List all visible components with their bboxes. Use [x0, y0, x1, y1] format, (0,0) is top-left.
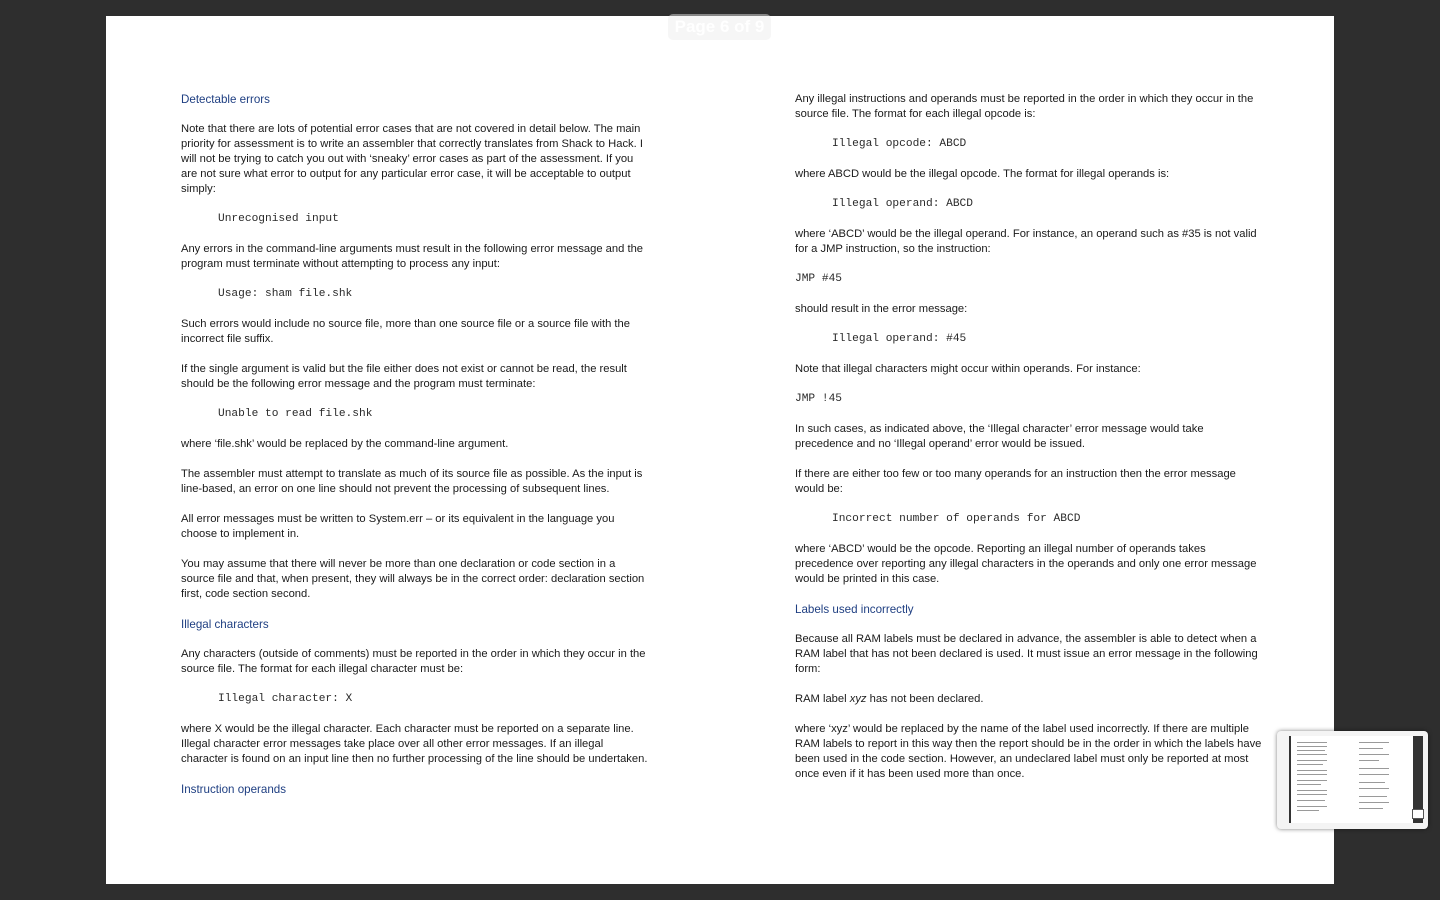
- page-thumbnail-navigator[interactable]: [1277, 731, 1428, 829]
- text-run: RAM label: [795, 693, 850, 705]
- paragraph: where ‘file.shk’ would be replaced by the command-line argument.: [181, 438, 509, 450]
- paragraph: where ABCD would be the illegal opcode. The format for illegal operands is:: [795, 168, 1170, 180]
- code-sample: Unrecognised input: [218, 213, 339, 225]
- heading-instruction-operands: Instruction operands: [181, 783, 287, 796]
- paragraph: where ‘ABCD’ would be the illegal operand. For instance, an operand such as #35 is not valid for a JMP instruction, so the instruction:: [795, 228, 1257, 255]
- document-page: [106, 16, 1334, 884]
- heading-detectable-errors: Detectable errors: [181, 93, 270, 106]
- code-sample: Unable to read file.shk: [218, 408, 373, 420]
- emphasis-text: xyz: [849, 693, 867, 705]
- thumbnail-page-preview[interactable]: [1289, 736, 1423, 823]
- left-column: [181, 92, 648, 812]
- paragraph: where ‘ABCD’ would be the opcode. Reporting an illegal number of operands takes precedence over reporting any illegal characters in the operands and only one error message would be printed in this case.: [795, 543, 1257, 585]
- code-sample: Illegal operand: #45: [832, 333, 967, 345]
- paragraph: The assembler must attempt to translate as much of its source file as possible. As the input is line-based, an error on one line should not prevent the processing of subsequent lines.: [181, 468, 643, 495]
- paragraph: All error messages must be written to System.err – or its equivalent in the language you choose to implement in.: [181, 513, 615, 540]
- resize-handle-icon[interactable]: [1412, 809, 1424, 819]
- paragraph: Any illegal instructions and operands must be reported in the order in which they occur in the source file. The format for each illegal opcode is:: [795, 93, 1254, 120]
- code-sample: Illegal character: X: [218, 693, 353, 705]
- paragraph: You may assume that there will never be more than one declaration or code section in a source file and that, when present, they will always be in the correct order: declaration section first, code section second.: [181, 558, 645, 600]
- code-sample: Incorrect number of operands for ABCD: [832, 513, 1081, 525]
- paragraph: should result in the error message:: [795, 303, 968, 315]
- code-sample: JMP !45: [795, 393, 842, 405]
- paragraph-ram-label: [795, 692, 1265, 707]
- paragraph: If there are either too few or too many operands for an instruction then the error message would be:: [795, 468, 1236, 495]
- paragraph: If the single argument is valid but the file either does not exist or cannot be read, the result should be the following error message and the program must terminate:: [181, 363, 627, 390]
- right-column: [795, 92, 1265, 797]
- text-run: has not been declared.: [866, 693, 984, 705]
- paragraph: where X would be the illegal character. Each character must be reported on a separate line. Illegal character error messages take place over all other error messages. If an illegal character is found on an input line then no further processing of the line should be undertaken.: [181, 723, 648, 765]
- heading-labels-used-incorrectly: Labels used incorrectly: [795, 603, 914, 616]
- code-sample: Illegal opcode: ABCD: [832, 138, 967, 150]
- paragraph: Because all RAM labels must be declared in advance, the assembler is able to detect when a RAM label that has not been declared is used. It must issue an error message in the following form:: [795, 633, 1258, 675]
- paragraph: Any errors in the command-line arguments must result in the following error message and the program must terminate without attempting to process any input:: [181, 243, 644, 270]
- paragraph: Such errors would include no source file, more than one source file or a source file with the incorrect file suffix.: [181, 318, 630, 345]
- paragraph: Note that there are lots of potential error cases that are not covered in detail below. The main priority for assessment is to write an assembler that correctly translates from Shack to Hack. I will not be trying to catch you out with ‘sneaky’ error cases as part of the assessment. If you are not sure what error to output for any particular error case, it will be acceptable to output simply:: [181, 123, 643, 195]
- page-indicator: Page 6 of 9: [668, 14, 771, 40]
- paragraph: Note that illegal characters might occur within operands. For instance:: [795, 363, 1141, 375]
- heading-illegal-characters: Illegal characters: [181, 618, 269, 631]
- paragraph: where ‘xyz’ would be replaced by the name of the label used incorrectly. If there are multiple RAM labels to report in this way then the report should be in the order in which the labels have been used in the code section. However, an undeclared label must only be reported at most once even if it has been used more than once.: [795, 723, 1262, 780]
- code-sample: Illegal operand: ABCD: [832, 198, 973, 210]
- code-sample: Usage: sham file.shk: [218, 288, 353, 300]
- paragraph: In such cases, as indicated above, the ‘Illegal character’ error message would take precedence and no ‘Illegal operand’ error would be issued.: [795, 423, 1204, 450]
- paragraph: Any characters (outside of comments) must be reported in the order in which they occur in the source file. The format for each illegal character must be:: [181, 648, 646, 675]
- code-sample: JMP #45: [795, 273, 842, 285]
